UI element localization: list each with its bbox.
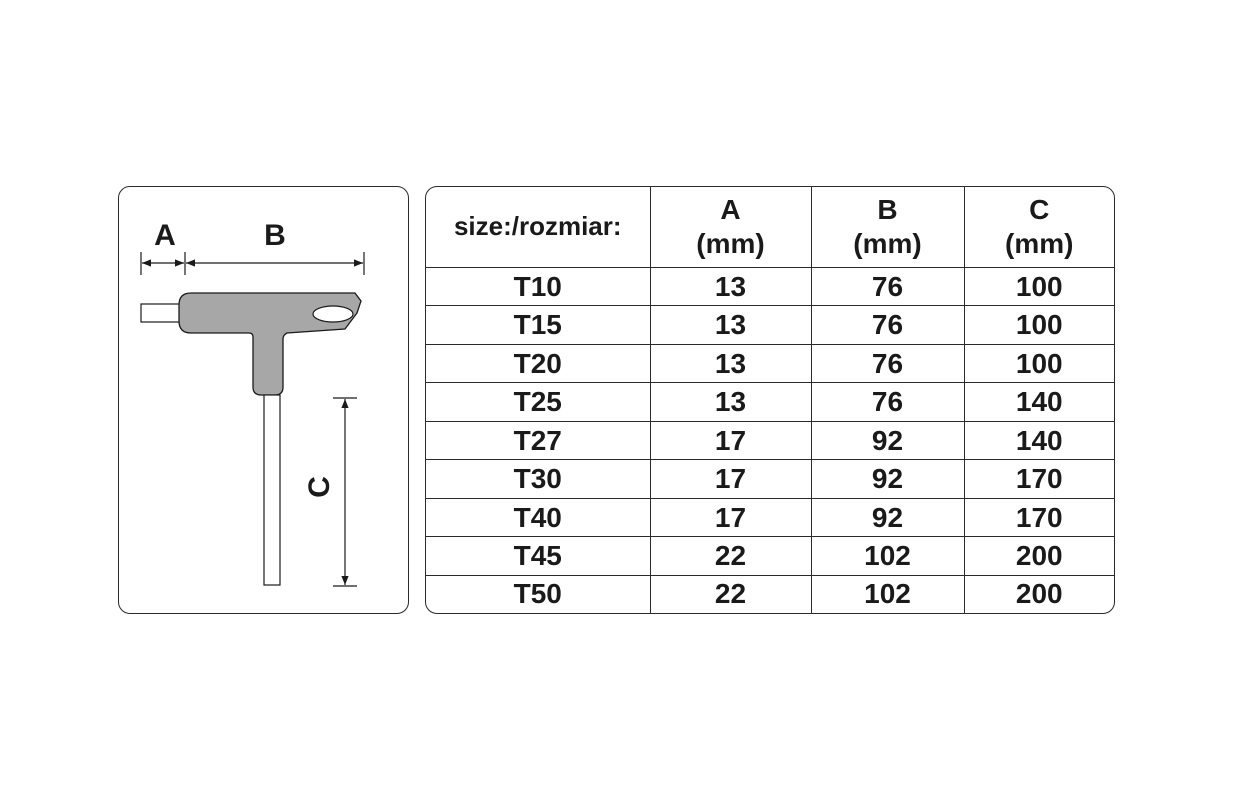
cell-size: T25 — [426, 383, 650, 421]
cell-a: 22 — [650, 537, 811, 575]
cell-a: 17 — [650, 498, 811, 536]
size-table — [426, 187, 1114, 613]
size-table-panel — [425, 186, 1115, 614]
long-blade — [264, 395, 280, 585]
header-a-unit: (mm) — [696, 228, 765, 259]
table-row — [426, 421, 1114, 459]
table-row — [426, 383, 1114, 421]
cell-a: 17 — [650, 421, 811, 459]
cell-c: 100 — [964, 344, 1114, 382]
label-a: A — [154, 219, 176, 252]
cell-c: 140 — [964, 421, 1114, 459]
cell-size: T50 — [426, 575, 650, 613]
cell-b: 76 — [811, 306, 964, 344]
table-header-row — [426, 187, 1114, 268]
table-row — [426, 575, 1114, 613]
table-row — [426, 306, 1114, 344]
handle-hole — [313, 306, 353, 322]
header-a-label: A — [720, 194, 741, 226]
label-b: B — [264, 219, 286, 252]
label-c: C — [303, 476, 336, 498]
cell-c: 100 — [964, 306, 1114, 344]
cell-c: 140 — [964, 383, 1114, 421]
cell-a: 13 — [650, 383, 811, 421]
t-handle-key-drawing — [119, 187, 410, 615]
table-row — [426, 460, 1114, 498]
header-b-label: B — [877, 194, 898, 226]
cell-b: 102 — [811, 537, 964, 575]
diagram-panel — [118, 186, 409, 614]
cell-c: 100 — [964, 268, 1114, 306]
header-b-unit: (mm) — [853, 228, 922, 259]
cell-a: 13 — [650, 306, 811, 344]
cell-b: 92 — [811, 460, 964, 498]
table-row — [426, 537, 1114, 575]
cell-a: 13 — [650, 344, 811, 382]
cell-size: T45 — [426, 537, 650, 575]
cell-size: T27 — [426, 421, 650, 459]
cell-b: 76 — [811, 268, 964, 306]
table-row — [426, 344, 1114, 382]
table-row — [426, 498, 1114, 536]
cell-c: 170 — [964, 460, 1114, 498]
cell-c: 200 — [964, 575, 1114, 613]
header-size-label: size:/rozmiar: — [453, 211, 622, 242]
header-c — [964, 187, 1114, 268]
cell-size: T10 — [426, 268, 650, 306]
cell-b: 76 — [811, 344, 964, 382]
cell-a: 22 — [650, 575, 811, 613]
header-b — [811, 187, 964, 268]
header-size — [426, 187, 650, 268]
header-c-label: C — [1029, 194, 1050, 226]
cell-c: 170 — [964, 498, 1114, 536]
cell-b: 102 — [811, 575, 964, 613]
cell-size: T40 — [426, 498, 650, 536]
cell-b: 92 — [811, 421, 964, 459]
cell-b: 76 — [811, 383, 964, 421]
cell-size: T20 — [426, 344, 650, 382]
header-c-unit: (mm) — [1005, 228, 1074, 259]
header-a — [650, 187, 811, 268]
cell-b: 92 — [811, 498, 964, 536]
cell-c: 200 — [964, 537, 1114, 575]
cell-a: 13 — [650, 268, 811, 306]
cell-size: T30 — [426, 460, 650, 498]
cell-a: 17 — [650, 460, 811, 498]
table-row — [426, 268, 1114, 306]
cell-size: T15 — [426, 306, 650, 344]
